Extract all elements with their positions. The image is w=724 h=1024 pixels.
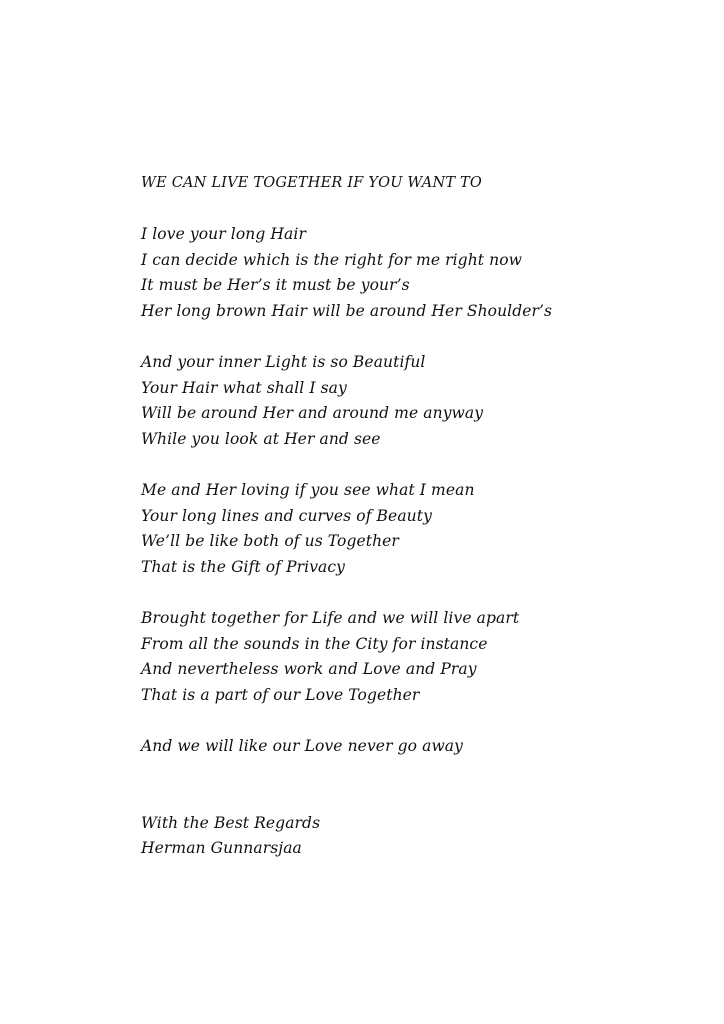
author-name: Herman Gunnarsjaa (141, 839, 302, 858)
poem-line: Her long brown Hair will be around Her Shoulder’s (141, 301, 553, 320)
stanza-4 (141, 606, 701, 708)
poem-line: Me and Her loving if you see what I mean (141, 481, 475, 500)
poem-line: From all the sounds in the City for instance (141, 634, 488, 653)
poem-line: And we will like our Love never go away (141, 737, 464, 756)
stanza-1 (141, 222, 701, 324)
closing-spacer (141, 760, 701, 811)
stanza-5 (141, 734, 701, 760)
stanza-3 (141, 478, 701, 580)
poem-line: Brought together for Life and we will live apart (141, 609, 520, 628)
poem-line: I love your long Hair (141, 225, 306, 244)
poem-line: That is the Gift of Privacy (141, 557, 346, 576)
stanza-spacer (141, 581, 701, 607)
poem-line: Your Hair what shall I say (141, 378, 347, 397)
stanza-spacer (141, 197, 701, 223)
stanza-2 (141, 350, 701, 452)
poem-line: While you look at Her and see (141, 429, 381, 448)
stanza-spacer (141, 325, 701, 351)
poem (141, 171, 701, 862)
poem-title: WE CAN LIVE TOGETHER IF YOU WANT TO (141, 175, 483, 191)
poem-line: I can decide which is the right for me right now (141, 250, 523, 269)
poem-line: Your long lines and curves of Beauty (141, 506, 432, 525)
poem-line: It must be Her’s it must be your’s (141, 276, 410, 295)
stanza-spacer (141, 453, 701, 479)
signature-block (141, 811, 701, 862)
poem-line: And nevertheless work and Love and Pray (141, 660, 477, 679)
closing-text: With the Best Regards (141, 813, 321, 832)
poem-line: That is a part of our Love Together (141, 685, 420, 704)
poem-line: We’ll be like both of us Together (141, 532, 399, 551)
poem-line: Will be around Her and around me anyway (141, 404, 484, 423)
poem-line: And your inner Light is so Beautiful (141, 353, 426, 372)
stanza-spacer (141, 708, 701, 734)
